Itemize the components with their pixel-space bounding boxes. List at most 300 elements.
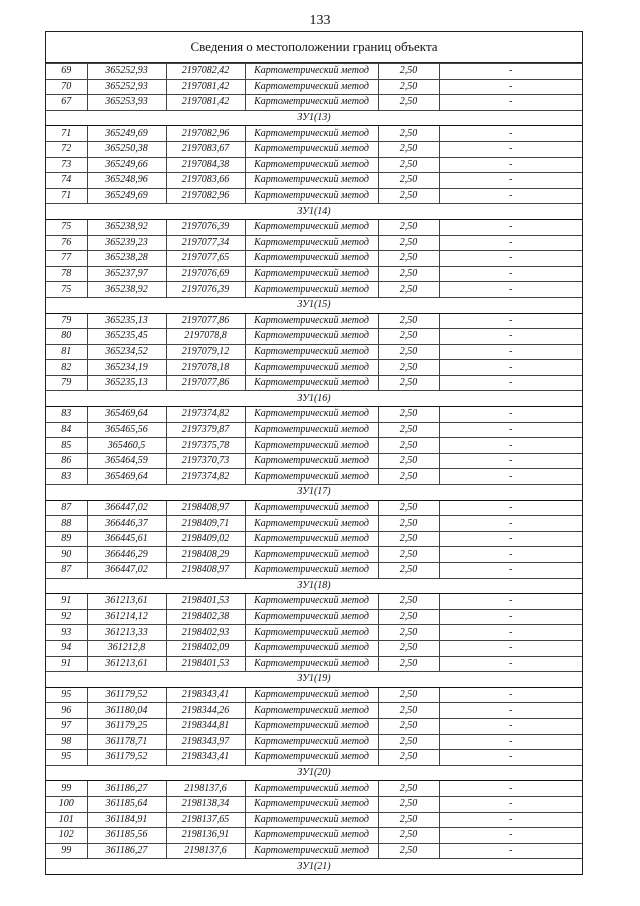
- method-cell: Картометрический метод: [245, 796, 378, 812]
- description-cell: -: [439, 547, 582, 563]
- contour-group-row: [46, 765, 582, 781]
- method-cell: Картометрический метод: [245, 438, 378, 454]
- contour-group-row: [46, 672, 582, 688]
- description-cell: -: [439, 843, 582, 859]
- accuracy-cell: 2,50: [378, 438, 439, 454]
- x-coordinate-cell: 361184,91: [87, 812, 166, 828]
- table-row: [46, 407, 582, 423]
- method-cell: Картометрический метод: [245, 407, 378, 423]
- accuracy-cell: 2,50: [378, 609, 439, 625]
- contour-label: ЗУ1(17): [46, 485, 582, 501]
- method-cell: Картометрический метод: [245, 594, 378, 610]
- table-row: [46, 375, 582, 391]
- point-number-cell: 83: [46, 469, 87, 485]
- x-coordinate-cell: 365469,64: [87, 469, 166, 485]
- y-coordinate-cell: 2197083,66: [166, 173, 245, 189]
- boundary-table-sheet: [45, 31, 583, 875]
- description-cell: -: [439, 344, 582, 360]
- method-cell: Картометрический метод: [245, 750, 378, 766]
- accuracy-cell: 2,50: [378, 718, 439, 734]
- y-coordinate-cell: 2198402,38: [166, 609, 245, 625]
- description-cell: -: [439, 812, 582, 828]
- contour-group-row: [46, 297, 582, 313]
- method-cell: Картометрический метод: [245, 500, 378, 516]
- y-coordinate-cell: 2198137,6: [166, 843, 245, 859]
- description-cell: -: [439, 188, 582, 204]
- table-row: [46, 251, 582, 267]
- point-number-cell: 95: [46, 750, 87, 766]
- point-number-cell: 91: [46, 594, 87, 610]
- table-row: [46, 640, 582, 656]
- y-coordinate-cell: 2198402,09: [166, 640, 245, 656]
- method-cell: Картометрический метод: [245, 453, 378, 469]
- point-number-cell: 92: [46, 609, 87, 625]
- contour-label: ЗУ1(16): [46, 391, 582, 407]
- y-coordinate-cell: 2197076,39: [166, 219, 245, 235]
- description-cell: -: [439, 734, 582, 750]
- method-cell: Картометрический метод: [245, 313, 378, 329]
- method-cell: Картометрический метод: [245, 173, 378, 189]
- accuracy-cell: 2,50: [378, 344, 439, 360]
- table-row: [46, 157, 582, 173]
- x-coordinate-cell: 361179,52: [87, 750, 166, 766]
- method-cell: Картометрический метод: [245, 64, 378, 80]
- table-row: [46, 173, 582, 189]
- description-cell: -: [439, 251, 582, 267]
- table-row: [46, 531, 582, 547]
- contour-label: ЗУ1(13): [46, 110, 582, 126]
- accuracy-cell: 2,50: [378, 64, 439, 80]
- table-row: [46, 734, 582, 750]
- description-cell: -: [439, 329, 582, 345]
- accuracy-cell: 2,50: [378, 251, 439, 267]
- y-coordinate-cell: 2198402,93: [166, 625, 245, 641]
- accuracy-cell: 2,50: [378, 141, 439, 157]
- table-row: [46, 422, 582, 438]
- accuracy-cell: 2,50: [378, 188, 439, 204]
- x-coordinate-cell: 365238,92: [87, 282, 166, 298]
- point-number-cell: 86: [46, 453, 87, 469]
- accuracy-cell: 2,50: [378, 266, 439, 282]
- method-cell: Картометрический метод: [245, 219, 378, 235]
- accuracy-cell: 2,50: [378, 547, 439, 563]
- description-cell: -: [439, 157, 582, 173]
- x-coordinate-cell: 361180,04: [87, 703, 166, 719]
- accuracy-cell: 2,50: [378, 656, 439, 672]
- table-row: [46, 500, 582, 516]
- contour-group-row: [46, 578, 582, 594]
- table-row: [46, 313, 582, 329]
- table-row: [46, 563, 582, 579]
- contour-label: ЗУ1(19): [46, 672, 582, 688]
- method-cell: Картометрический метод: [245, 375, 378, 391]
- method-cell: Картометрический метод: [245, 469, 378, 485]
- description-cell: -: [439, 313, 582, 329]
- method-cell: Картометрический метод: [245, 563, 378, 579]
- point-number-cell: 72: [46, 141, 87, 157]
- accuracy-cell: 2,50: [378, 828, 439, 844]
- contour-group-row: [46, 859, 582, 875]
- point-number-cell: 100: [46, 796, 87, 812]
- x-coordinate-cell: 361213,33: [87, 625, 166, 641]
- method-cell: Картометрический метод: [245, 703, 378, 719]
- y-coordinate-cell: 2197082,96: [166, 126, 245, 142]
- x-coordinate-cell: 361185,56: [87, 828, 166, 844]
- description-cell: -: [439, 141, 582, 157]
- x-coordinate-cell: 361178,71: [87, 734, 166, 750]
- y-coordinate-cell: 2198401,53: [166, 594, 245, 610]
- contour-label: ЗУ1(21): [46, 859, 582, 875]
- description-cell: -: [439, 609, 582, 625]
- method-cell: Картометрический метод: [245, 547, 378, 563]
- table-row: [46, 235, 582, 251]
- x-coordinate-cell: 365253,93: [87, 95, 166, 111]
- contour-group-row: [46, 204, 582, 220]
- accuracy-cell: 2,50: [378, 173, 439, 189]
- y-coordinate-cell: 2197374,82: [166, 407, 245, 423]
- table-row: [46, 141, 582, 157]
- point-number-cell: 84: [46, 422, 87, 438]
- method-cell: Картометрический метод: [245, 516, 378, 532]
- method-cell: Картометрический метод: [245, 531, 378, 547]
- description-cell: -: [439, 781, 582, 797]
- point-number-cell: 102: [46, 828, 87, 844]
- method-cell: Картометрический метод: [245, 282, 378, 298]
- contour-group-row: [46, 110, 582, 126]
- point-number-cell: 74: [46, 173, 87, 189]
- contour-label: ЗУ1(14): [46, 204, 582, 220]
- point-number-cell: 95: [46, 687, 87, 703]
- description-cell: -: [439, 703, 582, 719]
- point-number-cell: 87: [46, 500, 87, 516]
- x-coordinate-cell: 365460,5: [87, 438, 166, 454]
- accuracy-cell: 2,50: [378, 375, 439, 391]
- accuracy-cell: 2,50: [378, 235, 439, 251]
- coordinates-table: [46, 63, 582, 875]
- point-number-cell: 70: [46, 79, 87, 95]
- description-cell: -: [439, 282, 582, 298]
- description-cell: -: [439, 828, 582, 844]
- table-row: [46, 625, 582, 641]
- page-number: 133: [309, 13, 331, 28]
- method-cell: Картометрический метод: [245, 640, 378, 656]
- accuracy-cell: 2,50: [378, 407, 439, 423]
- description-cell: -: [439, 516, 582, 532]
- accuracy-cell: 2,50: [378, 469, 439, 485]
- method-cell: Картометрический метод: [245, 625, 378, 641]
- contour-label: ЗУ1(18): [46, 578, 582, 594]
- description-cell: -: [439, 687, 582, 703]
- point-number-cell: 73: [46, 157, 87, 173]
- x-coordinate-cell: 361213,61: [87, 594, 166, 610]
- table-row: [46, 594, 582, 610]
- y-coordinate-cell: 2197077,86: [166, 375, 245, 391]
- point-number-cell: 91: [46, 656, 87, 672]
- y-coordinate-cell: 2198136,91: [166, 828, 245, 844]
- method-cell: Картометрический метод: [245, 329, 378, 345]
- table-row: [46, 79, 582, 95]
- x-coordinate-cell: 365234,19: [87, 360, 166, 376]
- description-cell: -: [439, 64, 582, 80]
- description-cell: -: [439, 422, 582, 438]
- x-coordinate-cell: 366447,02: [87, 563, 166, 579]
- accuracy-cell: 2,50: [378, 812, 439, 828]
- description-cell: -: [439, 235, 582, 251]
- description-cell: -: [439, 750, 582, 766]
- x-coordinate-cell: 365250,38: [87, 141, 166, 157]
- x-coordinate-cell: 365239,23: [87, 235, 166, 251]
- accuracy-cell: 2,50: [378, 640, 439, 656]
- table-row: [46, 126, 582, 142]
- method-cell: Картометрический метод: [245, 157, 378, 173]
- method-cell: Картометрический метод: [245, 734, 378, 750]
- method-cell: Картометрический метод: [245, 828, 378, 844]
- accuracy-cell: 2,50: [378, 126, 439, 142]
- y-coordinate-cell: 2197078,8: [166, 329, 245, 345]
- x-coordinate-cell: 361185,64: [87, 796, 166, 812]
- accuracy-cell: 2,50: [378, 453, 439, 469]
- table-row: [46, 781, 582, 797]
- y-coordinate-cell: 2197083,67: [166, 141, 245, 157]
- accuracy-cell: 2,50: [378, 95, 439, 111]
- y-coordinate-cell: 2198343,41: [166, 687, 245, 703]
- x-coordinate-cell: 365238,92: [87, 219, 166, 235]
- y-coordinate-cell: 2198343,41: [166, 750, 245, 766]
- description-cell: -: [439, 375, 582, 391]
- method-cell: Картометрический метод: [245, 812, 378, 828]
- y-coordinate-cell: 2198409,02: [166, 531, 245, 547]
- method-cell: Картометрический метод: [245, 79, 378, 95]
- y-coordinate-cell: 2197076,69: [166, 266, 245, 282]
- point-number-cell: 97: [46, 718, 87, 734]
- x-coordinate-cell: 365237,97: [87, 266, 166, 282]
- description-cell: -: [439, 79, 582, 95]
- description-cell: -: [439, 219, 582, 235]
- table-row: [46, 547, 582, 563]
- y-coordinate-cell: 2197082,96: [166, 188, 245, 204]
- table-row: [46, 703, 582, 719]
- x-coordinate-cell: 365464,59: [87, 453, 166, 469]
- description-cell: -: [439, 95, 582, 111]
- x-coordinate-cell: 361186,27: [87, 843, 166, 859]
- point-number-cell: 79: [46, 375, 87, 391]
- accuracy-cell: 2,50: [378, 313, 439, 329]
- y-coordinate-cell: 2197077,34: [166, 235, 245, 251]
- x-coordinate-cell: 361179,52: [87, 687, 166, 703]
- y-coordinate-cell: 2198408,29: [166, 547, 245, 563]
- point-number-cell: 98: [46, 734, 87, 750]
- y-coordinate-cell: 2197370,73: [166, 453, 245, 469]
- table-row: [46, 64, 582, 80]
- method-cell: Картометрический метод: [245, 843, 378, 859]
- point-number-cell: 80: [46, 329, 87, 345]
- table-row: [46, 796, 582, 812]
- description-cell: -: [439, 594, 582, 610]
- y-coordinate-cell: 2198408,97: [166, 500, 245, 516]
- method-cell: Картометрический метод: [245, 266, 378, 282]
- point-number-cell: 82: [46, 360, 87, 376]
- method-cell: Картометрический метод: [245, 781, 378, 797]
- y-coordinate-cell: 2198401,53: [166, 656, 245, 672]
- y-coordinate-cell: 2197077,65: [166, 251, 245, 267]
- point-number-cell: 75: [46, 219, 87, 235]
- y-coordinate-cell: 2197077,86: [166, 313, 245, 329]
- point-number-cell: 85: [46, 438, 87, 454]
- y-coordinate-cell: 2197081,42: [166, 95, 245, 111]
- description-cell: -: [439, 173, 582, 189]
- x-coordinate-cell: 365469,64: [87, 407, 166, 423]
- table-row: [46, 609, 582, 625]
- table-row: [46, 516, 582, 532]
- accuracy-cell: 2,50: [378, 360, 439, 376]
- y-coordinate-cell: 2197079,12: [166, 344, 245, 360]
- table-row: [46, 438, 582, 454]
- point-number-cell: 69: [46, 64, 87, 80]
- accuracy-cell: 2,50: [378, 703, 439, 719]
- coordinates-table-body: [46, 64, 582, 875]
- description-cell: -: [439, 438, 582, 454]
- y-coordinate-cell: 2198137,6: [166, 781, 245, 797]
- x-coordinate-cell: 361186,27: [87, 781, 166, 797]
- accuracy-cell: 2,50: [378, 516, 439, 532]
- x-coordinate-cell: 365235,45: [87, 329, 166, 345]
- accuracy-cell: 2,50: [378, 687, 439, 703]
- accuracy-cell: 2,50: [378, 219, 439, 235]
- point-number-cell: 96: [46, 703, 87, 719]
- point-number-cell: 99: [46, 843, 87, 859]
- point-number-cell: 88: [46, 516, 87, 532]
- point-number-cell: 76: [46, 235, 87, 251]
- y-coordinate-cell: 2197374,82: [166, 469, 245, 485]
- table-row: [46, 718, 582, 734]
- table-row: [46, 266, 582, 282]
- y-coordinate-cell: 2197084,38: [166, 157, 245, 173]
- x-coordinate-cell: 366446,29: [87, 547, 166, 563]
- method-cell: Картометрический метод: [245, 251, 378, 267]
- y-coordinate-cell: 2197081,42: [166, 79, 245, 95]
- method-cell: Картометрический метод: [245, 235, 378, 251]
- point-number-cell: 75: [46, 282, 87, 298]
- method-cell: Картометрический метод: [245, 141, 378, 157]
- description-cell: -: [439, 656, 582, 672]
- method-cell: Картометрический метод: [245, 126, 378, 142]
- x-coordinate-cell: 365252,93: [87, 64, 166, 80]
- method-cell: Картометрический метод: [245, 344, 378, 360]
- x-coordinate-cell: 361214,12: [87, 609, 166, 625]
- point-number-cell: 79: [46, 313, 87, 329]
- y-coordinate-cell: 2198137,65: [166, 812, 245, 828]
- method-cell: Картометрический метод: [245, 656, 378, 672]
- x-coordinate-cell: 361212,8: [87, 640, 166, 656]
- x-coordinate-cell: 365248,96: [87, 173, 166, 189]
- y-coordinate-cell: 2198343,97: [166, 734, 245, 750]
- point-number-cell: 67: [46, 95, 87, 111]
- point-number-cell: 94: [46, 640, 87, 656]
- point-number-cell: 71: [46, 188, 87, 204]
- x-coordinate-cell: 366446,37: [87, 516, 166, 532]
- y-coordinate-cell: 2198408,97: [166, 563, 245, 579]
- x-coordinate-cell: 365465,56: [87, 422, 166, 438]
- accuracy-cell: 2,50: [378, 422, 439, 438]
- accuracy-cell: 2,50: [378, 781, 439, 797]
- y-coordinate-cell: 2197379,87: [166, 422, 245, 438]
- method-cell: Картометрический метод: [245, 609, 378, 625]
- table-row: [46, 828, 582, 844]
- description-cell: -: [439, 531, 582, 547]
- accuracy-cell: 2,50: [378, 750, 439, 766]
- point-number-cell: 101: [46, 812, 87, 828]
- point-number-cell: 83: [46, 407, 87, 423]
- y-coordinate-cell: 2198344,81: [166, 718, 245, 734]
- accuracy-cell: 2,50: [378, 282, 439, 298]
- y-coordinate-cell: 2197375,78: [166, 438, 245, 454]
- section-title: Сведения о местоположении границ объекта: [46, 32, 582, 63]
- x-coordinate-cell: 365234,52: [87, 344, 166, 360]
- accuracy-cell: 2,50: [378, 531, 439, 547]
- accuracy-cell: 2,50: [378, 734, 439, 750]
- description-cell: -: [439, 718, 582, 734]
- description-cell: -: [439, 126, 582, 142]
- method-cell: Картометрический метод: [245, 687, 378, 703]
- y-coordinate-cell: 2197076,39: [166, 282, 245, 298]
- y-coordinate-cell: 2198409,71: [166, 516, 245, 532]
- method-cell: Картометрический метод: [245, 360, 378, 376]
- method-cell: Картометрический метод: [245, 422, 378, 438]
- point-number-cell: 81: [46, 344, 87, 360]
- point-number-cell: 77: [46, 251, 87, 267]
- table-row: [46, 750, 582, 766]
- description-cell: -: [439, 625, 582, 641]
- table-row: [46, 656, 582, 672]
- description-cell: -: [439, 407, 582, 423]
- x-coordinate-cell: 366445,61: [87, 531, 166, 547]
- y-coordinate-cell: 2197078,18: [166, 360, 245, 376]
- contour-group-row: [46, 485, 582, 501]
- y-coordinate-cell: 2198138,34: [166, 796, 245, 812]
- table-row: [46, 282, 582, 298]
- table-row: [46, 453, 582, 469]
- method-cell: Картометрический метод: [245, 718, 378, 734]
- description-cell: -: [439, 500, 582, 516]
- point-number-cell: 71: [46, 126, 87, 142]
- x-coordinate-cell: 361213,61: [87, 656, 166, 672]
- description-cell: -: [439, 469, 582, 485]
- point-number-cell: 99: [46, 781, 87, 797]
- point-number-cell: 90: [46, 547, 87, 563]
- table-row: [46, 329, 582, 345]
- method-cell: Картометрический метод: [245, 188, 378, 204]
- contour-label: ЗУ1(15): [46, 297, 582, 313]
- accuracy-cell: 2,50: [378, 79, 439, 95]
- method-cell: Картометрический метод: [245, 95, 378, 111]
- table-row: [46, 95, 582, 111]
- table-row: [46, 360, 582, 376]
- table-row: [46, 812, 582, 828]
- contour-group-row: [46, 391, 582, 407]
- point-number-cell: 87: [46, 563, 87, 579]
- accuracy-cell: 2,50: [378, 625, 439, 641]
- x-coordinate-cell: 365249,69: [87, 126, 166, 142]
- x-coordinate-cell: 365238,28: [87, 251, 166, 267]
- description-cell: -: [439, 563, 582, 579]
- description-cell: -: [439, 796, 582, 812]
- x-coordinate-cell: 366447,02: [87, 500, 166, 516]
- x-coordinate-cell: 365249,66: [87, 157, 166, 173]
- table-row: [46, 843, 582, 859]
- description-cell: -: [439, 266, 582, 282]
- table-row: [46, 469, 582, 485]
- accuracy-cell: 2,50: [378, 796, 439, 812]
